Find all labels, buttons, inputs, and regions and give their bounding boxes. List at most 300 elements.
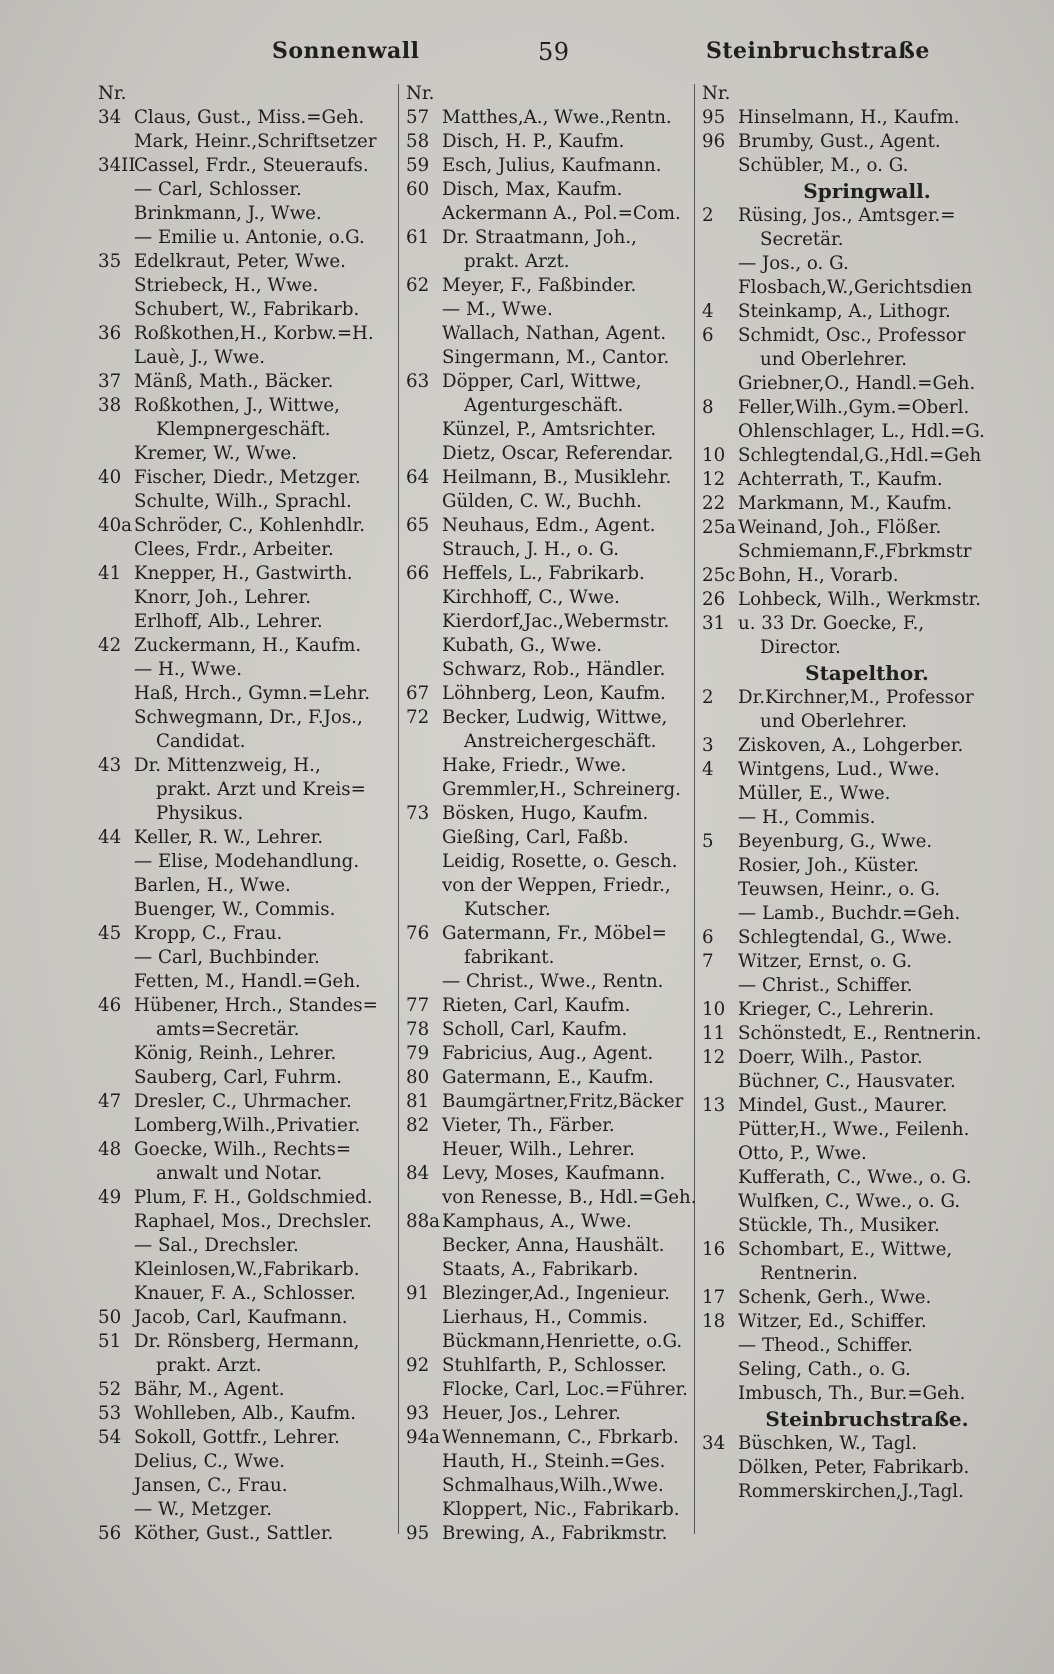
entry-row [702, 1214, 1002, 1238]
entry-row [98, 1426, 394, 1450]
entry-row [98, 922, 394, 946]
resident-text: Vieter, Th., Färber. [442, 1115, 615, 1136]
entry-row [406, 274, 696, 298]
resident-text: von Renesse, B., Hdl.=Geh. [442, 1187, 697, 1208]
resident-text: Jacob, Carl, Kaufmann. [134, 1307, 348, 1328]
entry-row [406, 202, 696, 226]
entry-row [406, 802, 696, 826]
house-number [98, 874, 134, 898]
entry-row [406, 1090, 696, 1114]
house-number [702, 1142, 738, 1166]
house-number: 88a [406, 1211, 440, 1232]
entry-row [702, 854, 1002, 878]
resident-text: Wallach, Nathan, Agent. [442, 323, 667, 344]
house-number [702, 154, 738, 178]
resident-text: — Christ., Schiffer. [738, 975, 913, 996]
house-number [406, 1234, 442, 1258]
resident-text: Müller, E., Wwe. [738, 783, 891, 804]
resident-text: — Sal., Drechsler. [134, 1235, 299, 1256]
resident-text: Dresler, C., Uhrmacher. [134, 1091, 352, 1112]
entry-continuation [98, 1162, 394, 1186]
resident-text: Keller, R. W., Lehrer. [134, 827, 324, 848]
entry-row [406, 1330, 696, 1354]
resident-text: Schubert, W., Fabrikarb. [134, 299, 360, 320]
resident-text: Rosier, Joh., Küster. [738, 855, 919, 876]
entry-row [406, 1066, 696, 1090]
resident-text: und Oberlehrer. [760, 711, 908, 732]
resident-text: Hübener, Hrch., Standes= [134, 995, 378, 1016]
house-number: 54 [98, 1427, 122, 1448]
house-number: 50 [98, 1307, 122, 1328]
house-number [702, 1334, 738, 1358]
header-right-street: Steinbruchstraße [706, 38, 930, 64]
entry-row [98, 946, 394, 970]
entry-row [98, 610, 394, 634]
street-heading: Stapelthor. [805, 661, 929, 685]
house-number [702, 1382, 738, 1406]
house-number: 58 [406, 131, 430, 152]
resident-text: Goecke, Wilh., Rechts= [134, 1139, 352, 1160]
entry-row [98, 1090, 394, 1114]
entry-row [406, 1474, 696, 1498]
entry-row [98, 1042, 394, 1066]
entry-row [98, 1330, 394, 1354]
house-number: 43 [98, 755, 122, 776]
resident-text: Döpper, Carl, Wittwe, [442, 371, 642, 392]
resident-text: Sokoll, Gottfr., Lehrer. [134, 1427, 340, 1448]
entry-continuation [98, 802, 394, 826]
house-number [98, 1018, 134, 1042]
entry-row [406, 1258, 696, 1282]
resident-text: Bückmann,Henriette, o.G. [442, 1331, 683, 1352]
resident-text: Rüsing, Jos., Amtsger.= [738, 205, 956, 226]
house-number [98, 1498, 134, 1522]
house-number: 63 [406, 371, 430, 392]
house-number [98, 130, 134, 154]
entry-continuation [406, 250, 696, 274]
house-number [702, 710, 738, 734]
resident-text: Dr. Straatmann, Joh., [442, 227, 637, 248]
entry-row [702, 998, 1002, 1022]
house-number [98, 1450, 134, 1474]
street-heading: Steinbruchstraße. [765, 1407, 969, 1431]
house-number [98, 730, 134, 754]
house-number [98, 1474, 134, 1498]
column-divider [398, 84, 399, 1534]
house-number: 66 [406, 563, 430, 584]
entry-row [702, 106, 1002, 130]
house-number: 93 [406, 1403, 430, 1424]
resident-text: Imbusch, Th., Bur.=Geh. [738, 1383, 966, 1404]
resident-text: Disch, H. P., Kaufm. [442, 131, 625, 152]
house-number: 60 [406, 179, 430, 200]
house-number [702, 372, 738, 396]
house-number: 95 [702, 107, 726, 128]
entry-row [702, 1142, 1002, 1166]
entry-row [98, 250, 394, 274]
house-number [406, 898, 442, 922]
entry-row [406, 850, 696, 874]
house-number: 76 [406, 923, 430, 944]
entry-row [702, 1238, 1002, 1262]
resident-text: prakt. Arzt. [464, 251, 570, 272]
house-number [406, 322, 442, 346]
entry-row [98, 130, 394, 154]
entry-row [406, 130, 696, 154]
house-number: 59 [406, 155, 430, 176]
entry-row [702, 1382, 1002, 1406]
entry-row [98, 1186, 394, 1210]
house-number: 10 [702, 445, 726, 466]
house-number [98, 1282, 134, 1306]
entry-row [406, 634, 696, 658]
resident-text: Flocke, Carl, Loc.=Führer. [442, 1379, 688, 1400]
resident-text: Striebeck, H., Wwe. [134, 275, 319, 296]
entry-row [702, 564, 1002, 588]
house-number [98, 274, 134, 298]
resident-text: Edelkraut, Peter, Wwe. [134, 251, 346, 272]
house-number [406, 850, 442, 874]
entry-row [406, 922, 696, 946]
house-number: 51 [98, 1331, 122, 1352]
resident-text: Hinselmann, H., Kaufm. [738, 107, 960, 128]
resident-text: Dr. Rönsberg, Hermann, [134, 1331, 360, 1352]
resident-text: Agenturgeschäft. [464, 395, 624, 416]
house-number: 36 [98, 323, 122, 344]
entry-row [98, 490, 394, 514]
entry-continuation [702, 228, 1002, 252]
house-number [98, 946, 134, 970]
resident-text: Zuckermann, H., Kaufm. [134, 635, 362, 656]
entry-continuation [98, 1354, 394, 1378]
page-header [0, 30, 1054, 74]
resident-text: Candidat. [156, 731, 246, 752]
house-number [406, 298, 442, 322]
entry-row [406, 154, 696, 178]
house-number: 44 [98, 827, 122, 848]
nr-label: Nr. [98, 83, 127, 104]
house-number [702, 1190, 738, 1214]
resident-text: Fabricius, Aug., Agent. [442, 1043, 654, 1064]
house-number: 80 [406, 1067, 430, 1088]
resident-text: Kufferath, C., Wwe., o. G. [738, 1167, 972, 1188]
resident-text: Becker, Anna, Haushält. [442, 1235, 665, 1256]
entry-row [98, 394, 394, 418]
resident-text: Kremer, W., Wwe. [134, 443, 297, 464]
house-number: 5 [702, 831, 714, 852]
resident-text: Wintgens, Lud., Wwe. [738, 759, 940, 780]
house-number: 52 [98, 1379, 122, 1400]
resident-text: Schönstedt, E., Rentnerin. [738, 1023, 982, 1044]
entry-row [702, 686, 1002, 710]
entry-row [406, 586, 696, 610]
resident-text: Brinkmann, J., Wwe. [134, 203, 322, 224]
house-number: 7 [702, 951, 714, 972]
house-number [98, 1210, 134, 1234]
house-number [406, 346, 442, 370]
resident-text: Kierdorf,Jac.,Webermstr. [442, 611, 670, 632]
entry-row [406, 682, 696, 706]
entry-row [406, 370, 696, 394]
resident-text: Löhnberg, Leon, Kaufm. [442, 683, 666, 704]
house-number: 25c [702, 565, 736, 586]
house-number: 77 [406, 995, 430, 1016]
house-number: 64 [406, 467, 430, 488]
house-number: 79 [406, 1043, 430, 1064]
house-number: 12 [702, 469, 726, 490]
resident-text: Achterrath, T., Kaufm. [738, 469, 943, 490]
house-number: 40 [98, 467, 122, 488]
entry-row [406, 706, 696, 730]
resident-text: Plum, F. H., Goldschmied. [134, 1187, 373, 1208]
entry-row [406, 1162, 696, 1186]
house-number [406, 1258, 442, 1282]
house-number: 12 [702, 1047, 726, 1068]
house-number: 81 [406, 1091, 430, 1112]
resident-text: von der Weppen, Friedr., [442, 875, 671, 896]
resident-text: prakt. Arzt und Kreis= [156, 779, 366, 800]
house-number: 82 [406, 1115, 430, 1136]
resident-text: Singermann, M., Cantor. [442, 347, 670, 368]
resident-text: Neuhaus, Edm., Agent. [442, 515, 656, 536]
house-number: 18 [702, 1311, 726, 1332]
entry-row [406, 826, 696, 850]
entry-row [702, 444, 1002, 468]
resident-text: Kloppert, Nic., Fabrikarb. [442, 1499, 680, 1520]
house-number [702, 348, 738, 372]
resident-text: Secretär. [760, 229, 844, 250]
resident-text: Schenk, Gerh., Wwe. [738, 1287, 932, 1308]
house-number: 47 [98, 1091, 122, 1112]
entry-row [702, 420, 1002, 444]
entry-row [406, 322, 696, 346]
resident-text: Doerr, Wilh., Pastor. [738, 1047, 923, 1068]
house-number: 78 [406, 1019, 430, 1040]
resident-text: Lauè, J., Wwe. [134, 347, 265, 368]
resident-text: Dr.Kirchner,M., Professor [738, 687, 974, 708]
resident-text: Delius, C., Wwe. [134, 1451, 286, 1472]
house-number [98, 778, 134, 802]
house-number: 49 [98, 1187, 122, 1208]
house-number [98, 610, 134, 634]
entry-row [702, 758, 1002, 782]
house-number [406, 1450, 442, 1474]
entry-row [406, 490, 696, 514]
house-number [406, 1138, 442, 1162]
resident-text: Beyenburg, G., Wwe. [738, 831, 933, 852]
entry-row [98, 370, 394, 394]
entry-row [98, 178, 394, 202]
resident-text: — Christ., Wwe., Rentn. [442, 971, 664, 992]
resident-text: Fischer, Diedr., Metzger. [134, 467, 361, 488]
entry-row [702, 806, 1002, 830]
house-number [406, 418, 442, 442]
entry-row [98, 466, 394, 490]
house-number [406, 634, 442, 658]
resident-text: Krieger, C., Lehrerin. [738, 999, 935, 1020]
house-number: 38 [98, 395, 122, 416]
resident-text: Cassel, Frdr., Steueraufs. [134, 155, 369, 176]
house-number: 73 [406, 803, 430, 824]
resident-text: Blezinger,Ad., Ingenieur. [442, 1283, 670, 1304]
resident-text: Köther, Gust., Sattler. [134, 1523, 334, 1544]
house-number [406, 754, 442, 778]
house-number: 25a [702, 517, 736, 538]
entry-row [98, 346, 394, 370]
entry-row [406, 754, 696, 778]
entry-row [406, 466, 696, 490]
house-number [406, 538, 442, 562]
entry-row [702, 1046, 1002, 1070]
house-number [702, 806, 738, 830]
entry-row [702, 902, 1002, 926]
house-number: 72 [406, 707, 430, 728]
resident-text: Büschken, W., Tagl. [738, 1433, 918, 1454]
house-number [406, 826, 442, 850]
resident-text: — Elise, Modehandlung. [134, 851, 360, 872]
house-number [98, 1354, 134, 1378]
resident-text: Strauch, J. H., o. G. [442, 539, 619, 560]
house-number: 34II [98, 155, 136, 176]
resident-text: Schwegmann, Dr., F.Jos., [134, 707, 363, 728]
house-number: 11 [702, 1023, 726, 1044]
entry-row [702, 1166, 1002, 1190]
entry-row [702, 950, 1002, 974]
entry-row [98, 994, 394, 1018]
resident-text: Bähr, M., Agent. [134, 1379, 285, 1400]
house-number [702, 252, 738, 276]
resident-text: Wohlleben, Alb., Kaufm. [134, 1403, 357, 1424]
resident-text: Fetten, M., Handl.=Geh. [134, 971, 361, 992]
resident-text: Ziskoven, A., Lohgerber. [738, 735, 964, 756]
house-number: 84 [406, 1163, 430, 1184]
nr-label: Nr. [702, 83, 731, 104]
resident-text: Klempnergeschäft. [156, 419, 331, 440]
house-number [98, 1066, 134, 1090]
resident-text: König, Reinh., Lehrer. [134, 1043, 337, 1064]
entry-row [702, 1070, 1002, 1094]
entry-row [406, 562, 696, 586]
entry-row [702, 204, 1002, 228]
entry-row [702, 1480, 1002, 1504]
house-number [406, 658, 442, 682]
entry-row [98, 1210, 394, 1234]
entry-continuation [702, 636, 1002, 660]
entry-row [406, 1378, 696, 1402]
entry-continuation [98, 778, 394, 802]
resident-text: Rommerskirchen,J.,Tagl. [738, 1481, 964, 1502]
resident-text: Steinkamp, A., Lithogr. [738, 301, 951, 322]
entry-row [98, 1402, 394, 1426]
house-number: 34 [702, 1433, 726, 1454]
house-number [98, 178, 134, 202]
resident-text: Lohbeck, Wilh., Werkmstr. [738, 589, 982, 610]
resident-text: Schröder, C., Kohlenhdlr. [134, 515, 365, 536]
resident-text: Jansen, C., Frau. [134, 1475, 288, 1496]
resident-text: Hake, Friedr., Wwe. [442, 755, 627, 776]
resident-text: Claus, Gust., Miss.=Geh. [134, 107, 365, 128]
entry-row [702, 878, 1002, 902]
resident-text: Meyer, F., Faßbinder. [442, 275, 637, 296]
resident-text: Pütter,H., Wwe., Feilenh. [738, 1119, 970, 1140]
resident-text: Scholl, Carl, Kaufm. [442, 1019, 628, 1040]
resident-text: Baumgärtner,Fritz,Bäcker [442, 1091, 684, 1112]
resident-text: Dölken, Peter, Fabrikarb. [738, 1457, 970, 1478]
resident-text: Stuhlfarth, P., Schlosser. [442, 1355, 667, 1376]
entry-row [406, 1186, 696, 1210]
resident-text: Schübler, M., o. G. [738, 155, 909, 176]
resident-text: — Emilie u. Antonie, o.G. [134, 227, 365, 248]
entry-continuation [702, 1262, 1002, 1286]
entry-row [98, 442, 394, 466]
house-number [98, 802, 134, 826]
resident-text: — Carl, Schlosser. [134, 179, 302, 200]
entry-row [98, 706, 394, 730]
resident-text: Markmann, M., Kaufm. [738, 493, 953, 514]
resident-text: Leidig, Rosette, o. Gesch. [442, 851, 678, 872]
resident-text: Wennemann, C., Fbrkarb. [442, 1427, 679, 1448]
entry-row [702, 734, 1002, 758]
house-number: 61 [406, 227, 430, 248]
entry-row [98, 1234, 394, 1258]
entry-row [98, 658, 394, 682]
resident-text: Heffels, L., Fabrikarb. [442, 563, 645, 584]
house-number [702, 540, 738, 564]
entry-row [702, 1118, 1002, 1142]
entry-row [406, 514, 696, 538]
resident-text: fabrikant. [464, 947, 555, 968]
entry-continuation [406, 946, 696, 970]
house-number [702, 782, 738, 806]
resident-text: Sauberg, Carl, Fuhrm. [134, 1067, 342, 1088]
house-number [406, 490, 442, 514]
entry-row [406, 1114, 696, 1138]
resident-text: Clees, Frdr., Arbeiter. [134, 539, 334, 560]
entry-row [702, 540, 1002, 564]
entry-row [702, 396, 1002, 420]
house-number [406, 586, 442, 610]
entry-row [406, 970, 696, 994]
resident-text: — M., Wwe. [442, 299, 553, 320]
house-number [702, 1456, 738, 1480]
resident-text: Schmiemann,F.,Fbrkmstr [738, 541, 972, 562]
house-number [406, 1474, 442, 1498]
house-number [98, 658, 134, 682]
entry-row [702, 1456, 1002, 1480]
entry-row [702, 468, 1002, 492]
resident-text: — Jos., o. G. [738, 253, 849, 274]
house-number: 3 [702, 735, 714, 756]
entry-row [702, 516, 1002, 540]
house-number [98, 538, 134, 562]
entry-row [702, 276, 1002, 300]
house-number [98, 1234, 134, 1258]
resident-text: Wulfken, C., Wwe., o. G. [738, 1191, 961, 1212]
house-number [406, 946, 442, 970]
resident-text: Kirchhoff, C., Wwe. [442, 587, 620, 608]
resident-text: — W., Metzger. [134, 1499, 272, 1520]
resident-text: Witzer, Ernst, o. G. [738, 951, 912, 972]
entry-row [406, 442, 696, 466]
entry-row [406, 658, 696, 682]
resident-text: und Oberlehrer. [760, 349, 908, 370]
house-number: 57 [406, 107, 430, 128]
house-number [98, 1114, 134, 1138]
resident-text: — H., Wwe. [134, 659, 242, 680]
resident-text: Lierhaus, H., Commis. [442, 1307, 649, 1328]
entry-row [406, 346, 696, 370]
house-number: 4 [702, 759, 714, 780]
